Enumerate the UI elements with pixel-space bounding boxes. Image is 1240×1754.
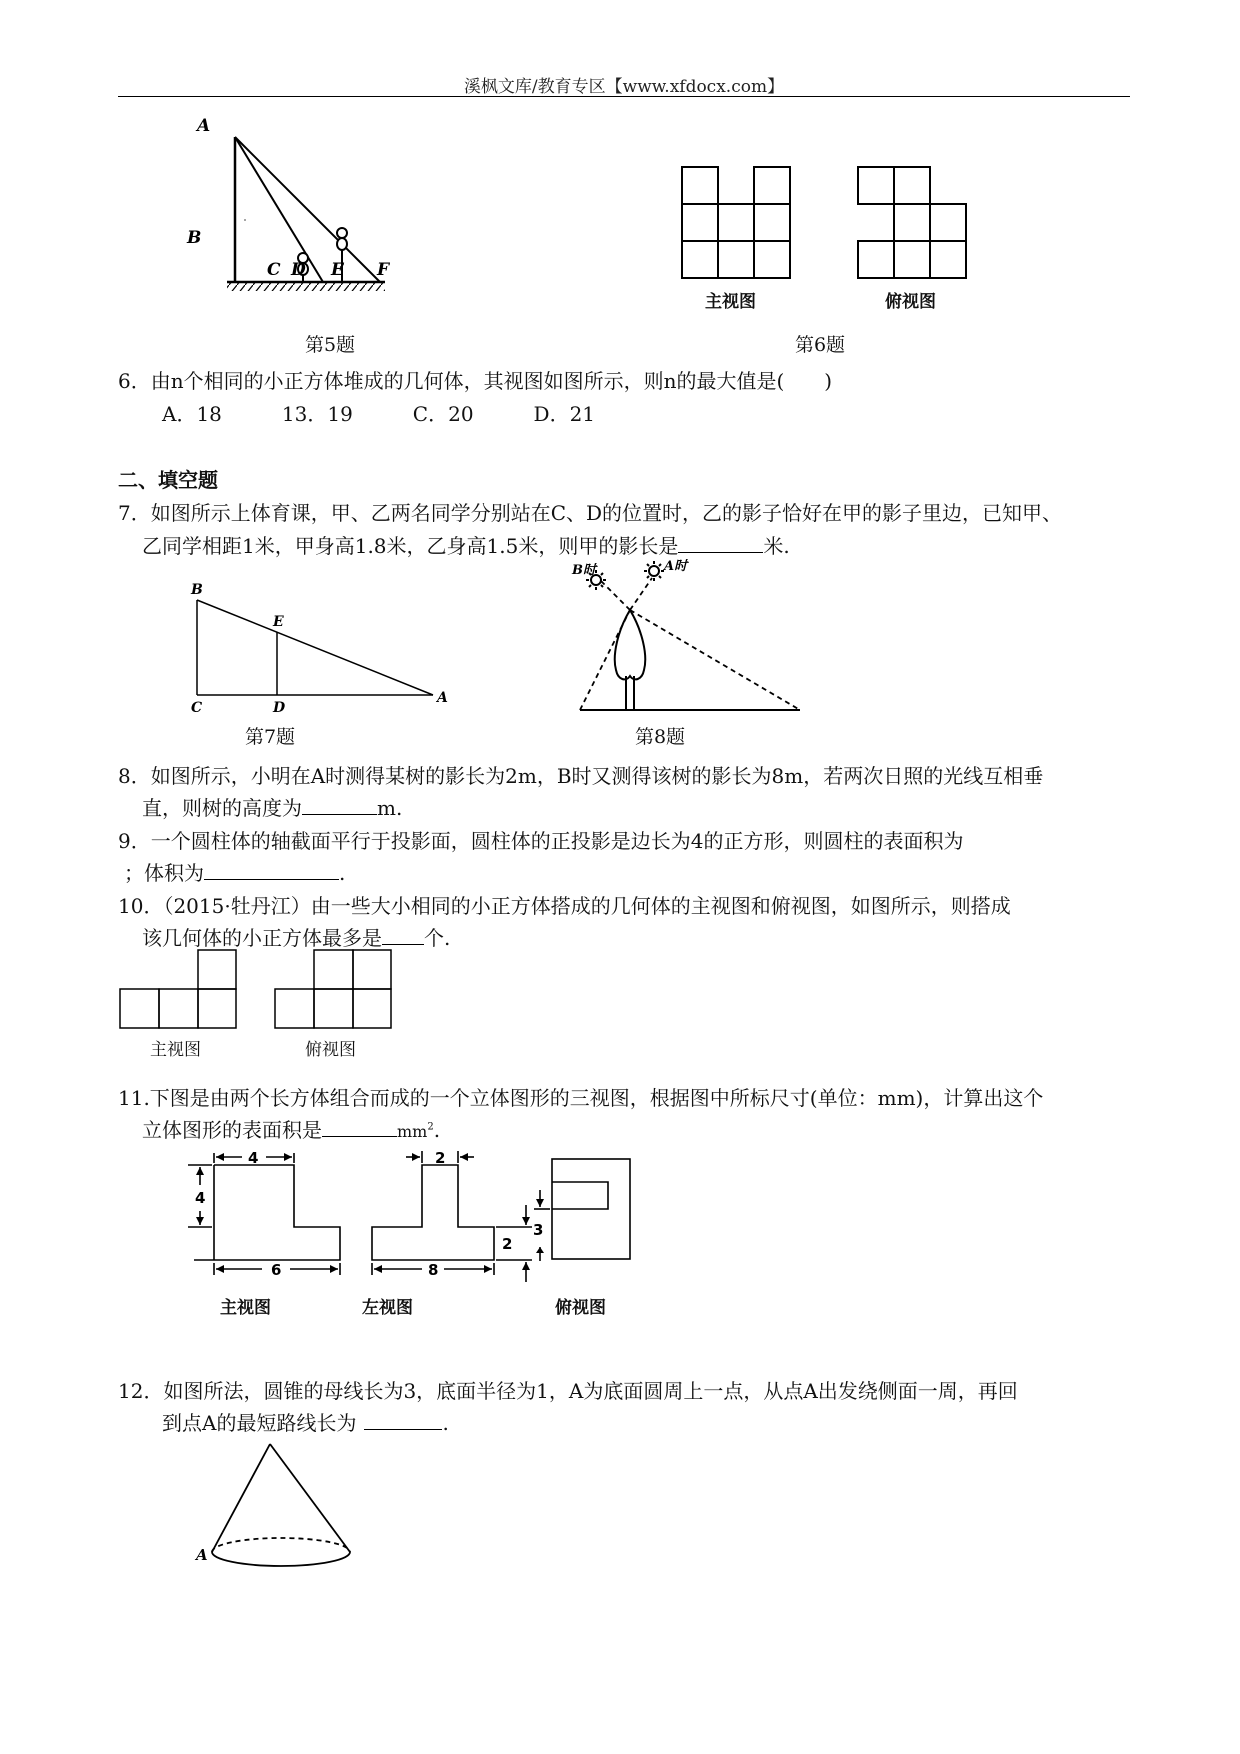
q7-line1: 7．如图所示上体育课，甲、乙两名同学分别站在C、D的位置时，乙的影子恰好在甲的影子里边，已知甲、 bbox=[118, 501, 1063, 525]
fig11-dim-top: 3 bbox=[533, 1221, 544, 1239]
fig6-front-view bbox=[682, 167, 790, 278]
fig7-label-e: E bbox=[273, 614, 284, 630]
fig11-dim-left-height: 2 bbox=[502, 1235, 513, 1253]
fig8-sun-a-icon bbox=[644, 561, 664, 581]
q8-answer-blank bbox=[302, 813, 377, 815]
fig11-top-label: 俯视图 bbox=[555, 1298, 606, 1318]
fig11-dim-front-base: 6 bbox=[271, 1261, 282, 1279]
q10-line1: 10．（2015·牡丹江）由一些大小相同的小正方体搭成的几何体的主视图和俯视图，如图所示，则搭成 bbox=[118, 894, 1011, 918]
fig8-ray-a bbox=[630, 610, 800, 710]
fig11-dim-left-top: 2 bbox=[435, 1149, 446, 1167]
fig8-caption: 第8题 bbox=[634, 726, 686, 748]
fig11-dim-front-top: 4 bbox=[248, 1149, 259, 1167]
fig6-top-label: 俯视图 bbox=[885, 292, 936, 312]
fig5-label-b: B bbox=[187, 228, 202, 248]
q9-line2: ；体积为 . bbox=[124, 861, 346, 885]
fig10-top-label: 俯视图 bbox=[305, 1040, 356, 1060]
q6-text: 6．由n个相同的小正方体堆成的几何体，其视图如图所示，则n的最大值是( ) bbox=[118, 369, 833, 393]
fig11-dim-front-height: 4 bbox=[195, 1189, 206, 1207]
q9-line1: 9．一个圆柱体的轴截面平行于投影面，圆柱体的正投影是边长为4的正方形，则圆柱的表面积为 bbox=[118, 829, 964, 853]
fig7-segment-ba bbox=[197, 600, 433, 695]
fig7-label-c: C bbox=[191, 700, 203, 716]
figure-10-views bbox=[118, 948, 408, 1030]
q12-answer-blank bbox=[364, 1428, 442, 1430]
fig6-front-label: 主视图 bbox=[705, 292, 756, 312]
q11-line2: 立体图形的表面积是 $mm^2$. bbox=[142, 1118, 441, 1142]
fig8-tree bbox=[615, 610, 645, 710]
fig11-left-label: 左视图 bbox=[362, 1298, 413, 1318]
fig7-label-d: D bbox=[273, 700, 286, 716]
fig6-top-view bbox=[858, 167, 966, 278]
fig5-ground-hatch bbox=[227, 283, 385, 291]
header-divider bbox=[118, 96, 1130, 97]
fig5-label-a: A bbox=[197, 116, 211, 136]
q7-line2: 乙同学相距1米，甲身高1.8米，乙身高1.5米，则甲的影长是 米. bbox=[142, 534, 790, 558]
fig11-front-arrows bbox=[196, 1153, 338, 1273]
q11-answer-blank bbox=[322, 1135, 397, 1137]
q12-line1: 12．如图所法，圆锥的母线长为3，底面半径为1，A为底面圆周上一点，从点A出发绕侧面一周，再回 bbox=[118, 1379, 1018, 1403]
figure-7-diagram bbox=[185, 580, 455, 715]
fig11-front-label: 主视图 bbox=[220, 1298, 271, 1318]
fig7-label-a: A bbox=[437, 690, 448, 706]
fig11-front-view bbox=[188, 1153, 340, 1275]
figure-12-cone bbox=[190, 1440, 380, 1570]
q12-line2: 到点A的最短路线长为 . bbox=[162, 1411, 449, 1435]
q7-answer-blank bbox=[678, 551, 763, 553]
section-2-title: 二、填空题 bbox=[118, 468, 218, 492]
fig12-label-a: A bbox=[196, 1546, 208, 1564]
fig7-label-b: B bbox=[191, 582, 203, 598]
fig5-label-f: F bbox=[377, 260, 390, 280]
fig11-left-arrows bbox=[374, 1153, 530, 1273]
fig8-label-a-time: A时 bbox=[664, 559, 688, 574]
q10-answer-blank bbox=[382, 943, 424, 945]
fig10-front-label: 主视图 bbox=[150, 1040, 201, 1060]
fig6-caption: 第6题 bbox=[794, 334, 846, 356]
fig5-caption: 第5题 bbox=[304, 334, 356, 356]
figure-11-three-views bbox=[182, 1145, 692, 1305]
figure-8-diagram bbox=[570, 560, 810, 720]
fig11-top-view bbox=[534, 1159, 630, 1261]
fig5-label-c: C bbox=[267, 260, 281, 280]
fig11-dim-left-base: 8 bbox=[428, 1261, 439, 1279]
q9-answer-blank bbox=[204, 878, 339, 880]
q10-line2: 该几何体的小正方体最多是 个. bbox=[142, 926, 451, 950]
fig5-label-d: D bbox=[291, 260, 306, 280]
fig7-caption: 第7题 bbox=[244, 726, 296, 748]
fig10-front-view bbox=[120, 950, 236, 1028]
figure-5-diagram bbox=[187, 116, 445, 310]
fig10-top-view bbox=[275, 950, 391, 1028]
fig11-left-view bbox=[372, 1151, 532, 1282]
q8-line1: 8．如图所示，小明在A时测得某树的影长为2m，B时又测得该树的影长为8m，若两次日照的光线互相垂 bbox=[118, 764, 1044, 788]
fig5-label-e: E bbox=[331, 260, 344, 280]
page-header: 溪枫文库/教育专区【www.xfdocx.com】 bbox=[463, 77, 785, 97]
q6-options: A．18 13．19 C．20 D．21 bbox=[162, 402, 596, 426]
q11-line1: 11.下图是由两个长方体组合而成的一个立体图形的三视图，根据图中所标尺寸(单位：mm)，计算出这个 bbox=[118, 1086, 1044, 1110]
q8-line2: 直，则树的高度为 m. bbox=[142, 796, 403, 820]
fig8-label-b-time: B时 bbox=[572, 563, 596, 578]
